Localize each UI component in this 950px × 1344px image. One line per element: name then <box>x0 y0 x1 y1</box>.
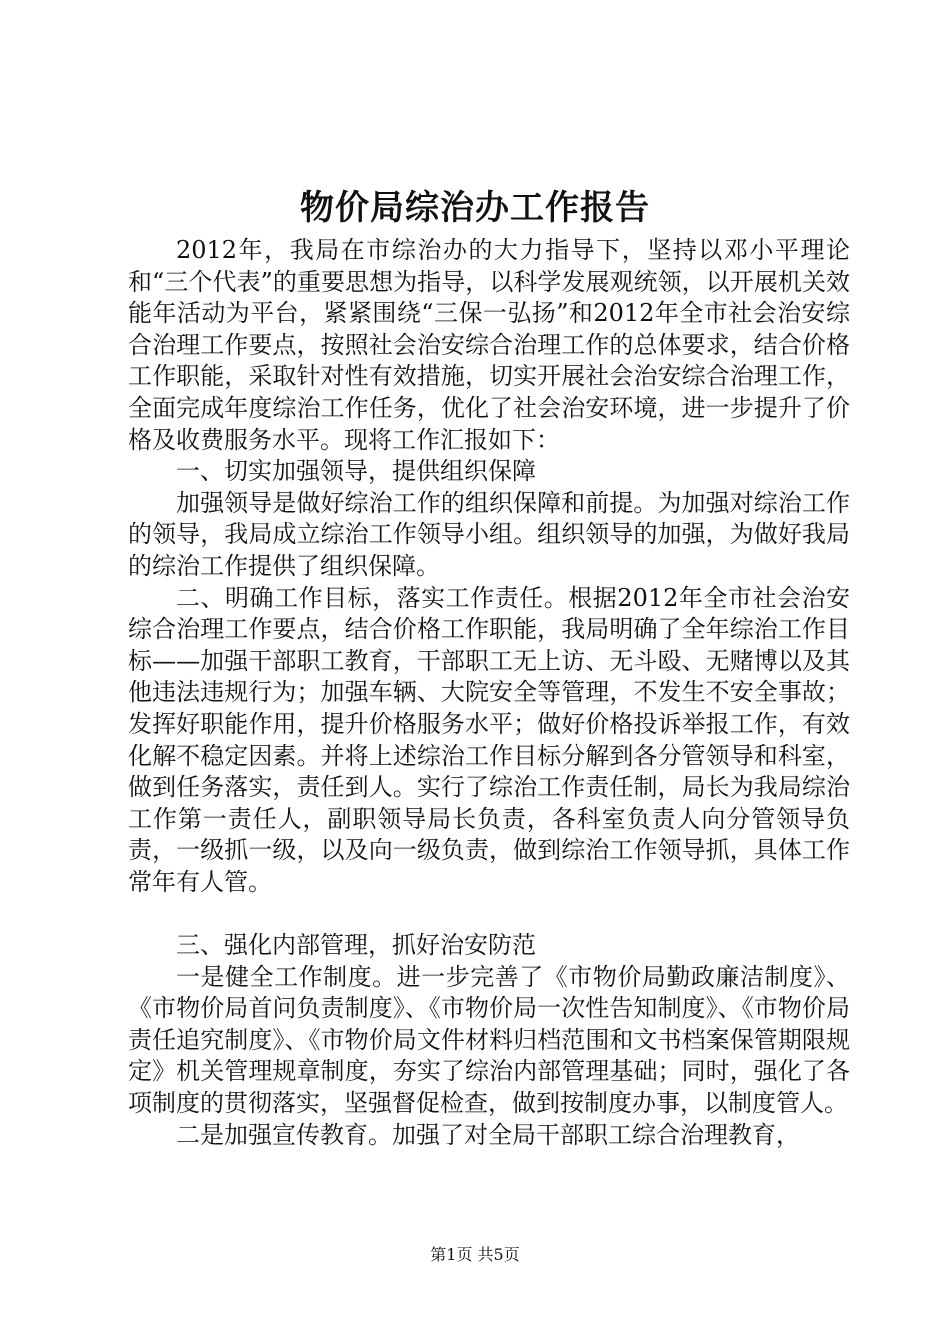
section-heading-1: 一、切实加强领导，提供组织保障 <box>176 457 536 486</box>
paragraph-education: 二是加强宣传教育。加强了对全局干部职工综合治理教育， <box>176 1120 800 1149</box>
paragraph-system: 一是健全工作制度。进一步完善了《市物价局勤政廉洁制度》、《市物价局首问负责制度》、《市物价局一次性告知制度》、《市物价局责任追究制度》、《市物价局文件材料归档范围和文书档案保管期限规定》机关管理规章制度，夯实了综治内部管理基础；同时，强化了各项制度的贯彻落实，坚强督促检查，做到按制度办事，以制度管人。 <box>128 962 850 1118</box>
page-number: 第1页 共5页 <box>430 1245 520 1264</box>
document-body <box>128 235 850 1151</box>
paragraph-leadership: 加强领导是做好综治工作的组织保障和前提。为加强对综治工作的领导，我局成立综治工作领导小组。组织领导的加强，为做好我局的综治工作提供了组织保障。 <box>128 488 850 580</box>
paragraph-goals: 二、明确工作目标，落实工作责任。根据2012年全市社会治安综合治理工作要点，结合价格工作职能，我局明确了全年综治工作目标——加强干部职工教育，干部职工无上访、无斗殴、无赌博以及其他违法违规行为；加强车辆、大院安全等管理，不发生不安全事故；发挥好职能作用，提升价格服务水平；做好价格投诉举报工作，有效化解不稳定因素。并将上述综治工作目标分解到各分管领导和科室，做到任务落实，责任到人。实行了综治工作责任制，局长为我局综治工作第一责任人，副职领导局长负责，各科室负责人向分管领导负责，一级抓一级，以及向一级负责，做到综治工作领导抓，具体工作常年有人管。 <box>128 583 850 896</box>
document-title: 物价局综治办工作报告 <box>300 188 650 228</box>
paragraph-intro: 2012年，我局在市综治办的大力指导下，坚持以邓小平理论和“三个代表”的重要思想为指导，以科学发展观统领，以开展机关效能年活动为平台，紧紧围绕“三保一弘扬”和2012年全市社会治安综合治理工作要点，按照社会治安综合治理工作的总体要求，结合价格工作职能，采取针对性有效措施，切实开展社会治安综合治理工作，全面完成年度综治工作任务，优化了社会治安环境，进一步提升了价格及收费服务水平。现将工作汇报如下： <box>128 236 850 454</box>
section-heading-3: 三、强化内部管理，抓好治安防范 <box>176 931 536 960</box>
